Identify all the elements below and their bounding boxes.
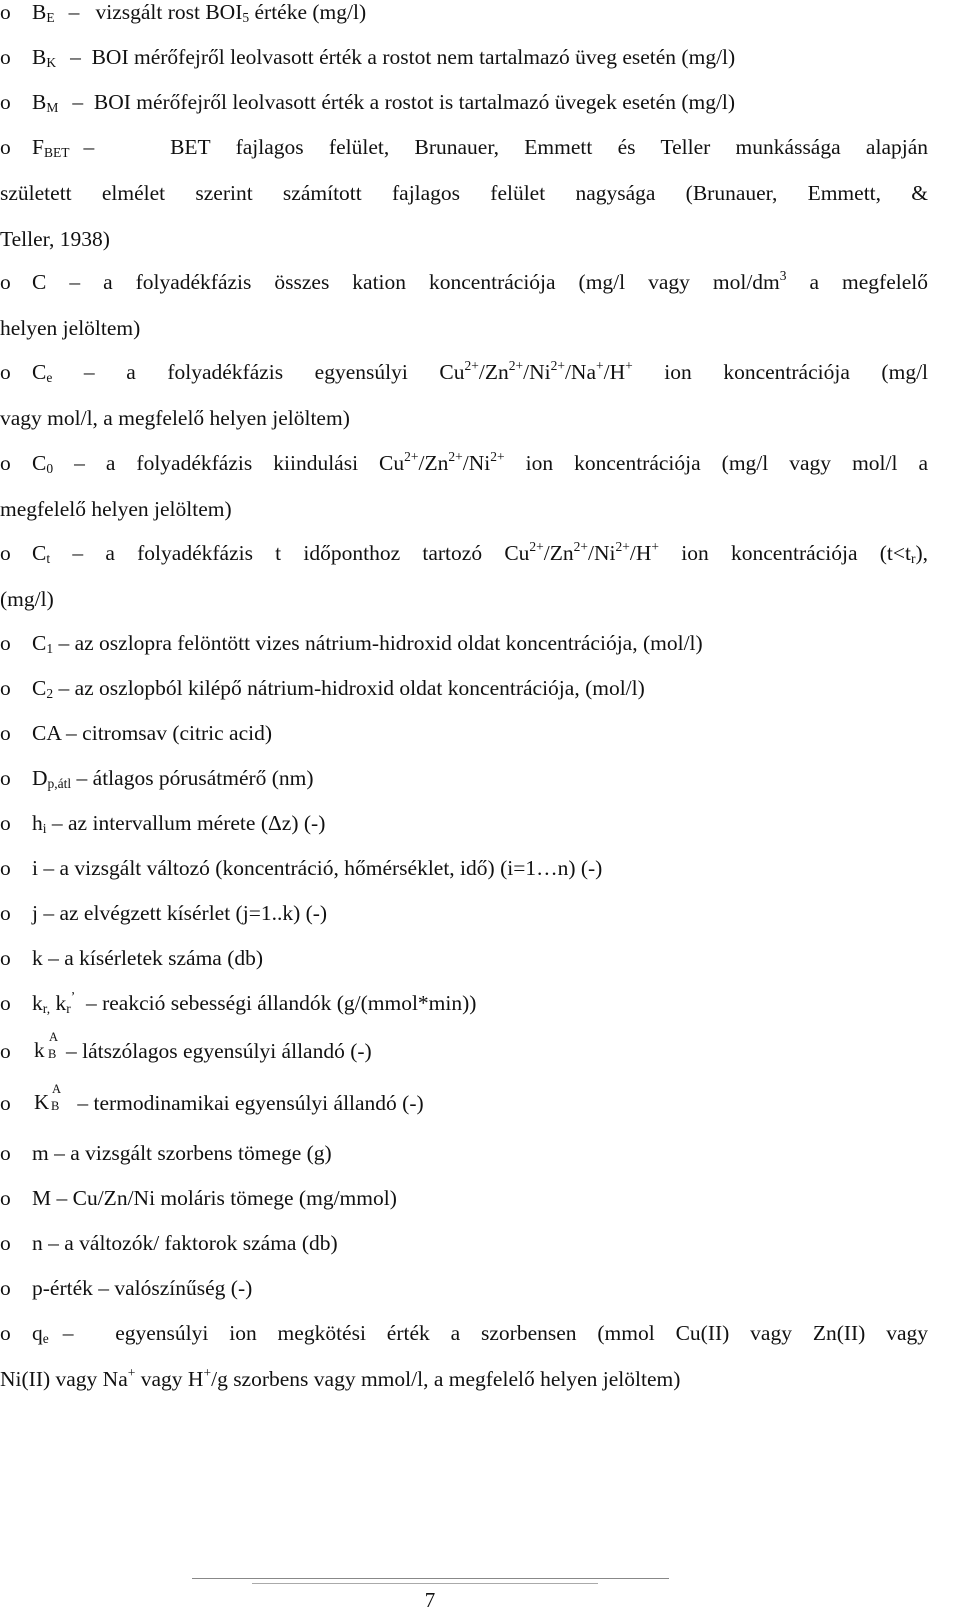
list-item-molar: o M – Cu/Zn/Ni moláris tömege (mg/mmol) bbox=[0, 1186, 397, 1210]
list-item-c2: o $C_2$ – az oszlopból kilépő nátrium-hidroxid oldat koncentrációja, (mol/l) bbox=[0, 676, 645, 701]
page-number: 7 bbox=[424, 1588, 436, 1612]
list-item-qe: o $q_e$ – egyensúlyi ion megkötési érték a szorbensen (mmol Cu(II) vagy Zn(II) vagy Ni(II) vagy Na+ vagy H+/g szorbens vagy mmol/l, a megfelelő helyen jelöltem) bbox=[0, 1321, 928, 1391]
list-item-fbet: o $F_{BET}$ – BET fajlagos felület, Brunauer, Emmett és Teller munkássága alapján született elmélet szerint számított fajlagos felület nagysága (Brunauer, Emmett, & Teller, 1938) bbox=[0, 135, 929, 251]
list-item-k: o k – a kísérletek száma (db) bbox=[0, 946, 264, 970]
footer-rule bbox=[192, 1578, 669, 1579]
list-item-kba-thermo: o K A B – termodinamikai egyensúlyi állandó (-) bbox=[0, 1082, 424, 1115]
list-item-m: o m – a vizsgált szorbens tömege (g) bbox=[0, 1141, 332, 1165]
list-item-be: o $B_E$ – vizsgált rost $BOI_5$ értéke (mg/l) bbox=[0, 0, 928, 35]
list-item-ca: o CA – citromsav (citric acid) bbox=[0, 721, 273, 745]
list-item-c1: o $C_1$ – az oszlopra felöntött vizes nátrium-hidroxid oldat koncentrációja, (mol/l) bbox=[0, 631, 703, 656]
list-item-ce: o $C_e$ – a folyadékfázis egyensúlyi $Cu^{2+}/Zn^{2+}/Ni^{2+}/Na^+/H^+$ ion koncentrációja (mg/l vagy mol/l, a megfelelő helyen jelöltem) bbox=[0, 358, 929, 430]
list-item-bm: o $B_M$ – BOI mérőfejről leolvasott érték a rostot is tartalmazó üvegek esetén (mg/l) bbox=[0, 90, 736, 115]
list-item-n: o n – a változók/ faktorok száma (db) bbox=[0, 1231, 338, 1255]
list-item-j: o j – az elvégzett kísérlet (j=1..k) (-) bbox=[0, 901, 328, 925]
list-item-ct: o $C_t$ – a folyadékfázis t időponthoz tartozó $Cu^{2+}/Zn^{2+}/Ni^{2+}/H^+$ ion koncentrációja $(t<t_r)$, (mg/l) bbox=[0, 539, 929, 611]
list-item-dp: o $D_{p,átl}$ – átlagos pórusátmérő (nm) bbox=[0, 766, 314, 791]
bullet: o bbox=[0, 0, 11, 24]
list-item-c: o C – a folyadékfázis összes kation koncentrációja (mg/l vagy mol/$dm^3$ a megfelelő helyen jelöltem) bbox=[0, 268, 928, 340]
list-item-p: o p-érték – valószínűség (-) bbox=[0, 1276, 253, 1300]
list-item-c0: o $C_0$ – a folyadékfázis kiindulási $Cu^{2+}/Zn^{2+}/Ni^{2+}$ ion koncentrációja (mg/l vagy mol/l a megfelelő helyen jelöltem) bbox=[0, 449, 929, 521]
footer-rule-secondary bbox=[252, 1583, 598, 1584]
list-item-kba: o k A B – látszólagos egyensúlyi állandó (-) bbox=[0, 1030, 372, 1063]
list-item-i: o i – a vizsgált változó (koncentráció, hőmérséklet, idő) (i=1…n) (-) bbox=[0, 856, 603, 880]
list-item-hi: o $h_i$ – az intervallum mérete (Δz) (-) bbox=[0, 811, 326, 836]
K-b-a-symbol: K A B bbox=[34, 1082, 62, 1114]
k-b-a-symbol: k A B bbox=[34, 1030, 59, 1062]
list-item-kr: o $k_{r,}$ $k_r^’$ – reakció sebességi állandók (g/(mmol*min)) bbox=[0, 989, 477, 1016]
list-item-bk: o $B_K$ – BOI mérőfejről leolvasott érték a rostot nem tartalmazó üveg esetén (mg/l) bbox=[0, 45, 736, 70]
